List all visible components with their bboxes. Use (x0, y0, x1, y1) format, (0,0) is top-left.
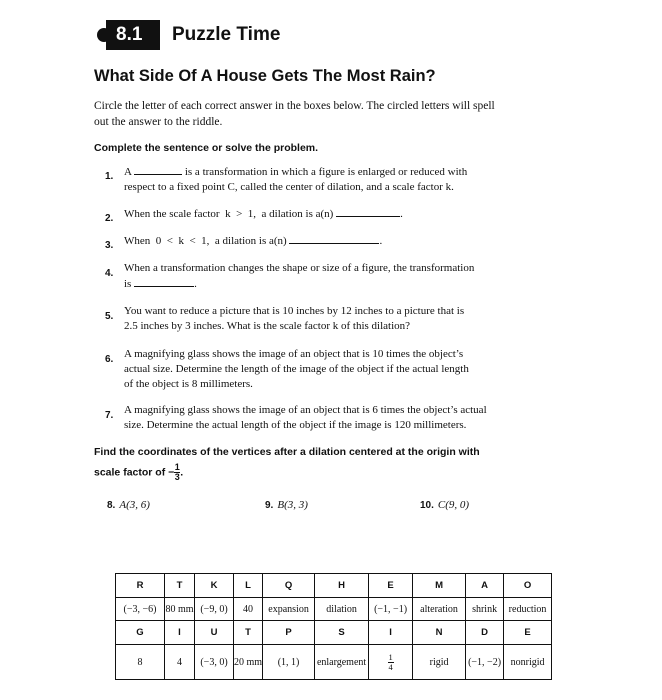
answer-letter[interactable]: D (466, 621, 504, 645)
q5-line-2: 2.5 inches by 3 inches. What is the scale factor k of this dilation? (124, 320, 411, 332)
q2-text: When the scale factor k > 1, a dilation is a(n) (124, 208, 334, 220)
answer-value[interactable]: 8 (116, 645, 165, 680)
question-number: 5. (105, 311, 114, 322)
question-3-text (124, 233, 544, 249)
question-number: 9. (265, 500, 274, 511)
q4-end: . (194, 278, 197, 290)
answer-value[interactable]: 40 (234, 598, 263, 621)
answer-letter[interactable]: O (504, 574, 552, 598)
answer-value[interactable]: (1, 1) (263, 645, 315, 680)
q4-line-1: When a transformation changes the shape or size of a figure, the transformation (124, 262, 475, 274)
q1-text-b: is a transformation in which a figure is enlarged or reduced with (184, 166, 468, 178)
answer-value[interactable]: (−1, −1) (369, 598, 413, 621)
intro-line-1: Circle the letter of each correct answer in the boxes below. The circled letters will spell (94, 100, 495, 112)
question-number: 4. (105, 268, 114, 279)
answer-letter[interactable]: U (195, 621, 234, 645)
question-number: 10. (420, 500, 434, 511)
q1-line-2: respect to a fixed point C, called the center of dilation, and a scale factor k. (124, 181, 454, 193)
question-2 (105, 208, 113, 226)
answer-value[interactable]: dilation (315, 598, 369, 621)
question-5-text (124, 304, 544, 334)
intro-text (94, 98, 534, 130)
answer-table (115, 573, 552, 680)
answer-letter[interactable]: A (466, 574, 504, 598)
question-6-text (124, 347, 544, 392)
coord-point: A(3, 6) (119, 499, 150, 511)
fraction (388, 653, 394, 672)
q6-line-1: A magnifying glass shows the image of an object that is 10 times the object’s (124, 348, 464, 360)
question-number: 1. (105, 171, 114, 182)
intro-line-2: out the answer to the riddle. (94, 116, 223, 128)
section-2-line-2: scale factor of (94, 466, 166, 479)
scale-factor-sign: − (168, 466, 175, 479)
table-row (116, 574, 552, 598)
answer-letter[interactable]: R (116, 574, 165, 598)
answer-value-fraction[interactable] (369, 645, 413, 680)
answer-value[interactable]: expansion (263, 598, 315, 621)
coord-question-8 (107, 495, 150, 513)
answer-letter[interactable]: G (116, 621, 165, 645)
answer-letter[interactable]: T (165, 574, 195, 598)
answer-letter[interactable]: N (413, 621, 466, 645)
fraction-denominator: 3 (174, 472, 180, 482)
answer-value[interactable]: (−1, −2) (466, 645, 504, 680)
answer-value[interactable]: alteration (413, 598, 466, 621)
fraction-numerator: 1 (388, 651, 393, 662)
answer-letter[interactable]: K (195, 574, 234, 598)
section-2-line-1: Find the coordinates of the vertices after a dilation centered at the origin with (94, 446, 480, 458)
answer-letter[interactable]: P (263, 621, 315, 645)
question-1-text (124, 164, 544, 195)
q4-line-2: is (124, 278, 132, 290)
question-3 (105, 235, 113, 253)
answer-letter[interactable]: H (315, 574, 369, 598)
coord-point: C(9, 0) (437, 499, 470, 511)
answer-value[interactable]: shrink (466, 598, 504, 621)
question-number: 6. (105, 354, 114, 365)
q2-end: . (400, 208, 403, 220)
answer-value[interactable]: 20 mm (234, 645, 263, 680)
fraction-numerator: 1 (174, 462, 180, 472)
q7-line-2: size. Determine the actual length of the object if the image is 120 millimeters. (124, 419, 467, 431)
answer-value[interactable]: enlargement (315, 645, 369, 680)
question-number: 2. (105, 213, 114, 224)
table-row (116, 598, 552, 621)
answer-letter[interactable]: M (413, 574, 466, 598)
riddle-heading: What Side Of A House Gets The Most Rain? (94, 67, 436, 85)
question-7 (105, 405, 113, 423)
question-5 (105, 306, 113, 324)
answer-letter[interactable]: T (234, 621, 263, 645)
answer-value[interactable]: 80 mm (165, 598, 195, 621)
coord-point: B(3, 3) (277, 499, 308, 511)
answer-value[interactable]: 4 (165, 645, 195, 680)
answer-blank (134, 276, 194, 287)
answer-letter[interactable]: S (315, 621, 369, 645)
q6-line-2: actual size. Determine the length of the image of the object if the actual length (124, 363, 469, 375)
section-heading-1: Complete the sentence or solve the problem. (94, 142, 319, 154)
answer-value[interactable]: nonrigid (504, 645, 552, 680)
question-4-text (124, 261, 544, 292)
answer-value[interactable]: rigid (413, 645, 466, 680)
answer-letter[interactable]: E (504, 621, 552, 645)
table-row (116, 645, 552, 680)
question-6 (105, 349, 113, 367)
q1-text-a: A (124, 166, 132, 178)
question-7-text (124, 403, 544, 433)
answer-blank (134, 164, 182, 175)
answer-value[interactable]: reduction (504, 598, 552, 621)
section-heading-2 (94, 446, 534, 482)
answer-letter[interactable]: I (369, 621, 413, 645)
question-4 (105, 263, 113, 281)
answer-blank (289, 233, 379, 244)
question-1 (105, 166, 113, 184)
section-number: 8.1 (116, 24, 143, 45)
page-title: Puzzle Time (172, 24, 281, 45)
answer-value[interactable]: (−3, −6) (116, 598, 165, 621)
answer-blank (336, 206, 400, 217)
answer-letter[interactable]: E (369, 574, 413, 598)
q3-end: . (379, 235, 383, 247)
question-2-text (124, 206, 544, 222)
question-number: 3. (105, 240, 114, 251)
q5-line-1: You want to reduce a picture that is 10 inches by 12 inches to a picture that is (124, 305, 465, 317)
question-number: 7. (105, 410, 114, 421)
scale-factor-end: . (180, 466, 184, 479)
q6-line-3: of the object is 8 millimeters. (124, 378, 253, 390)
q7-line-1: A magnifying glass shows the image of an object that is 6 times the object’s actual (124, 404, 487, 416)
answer-letter[interactable]: L (234, 574, 263, 598)
section-badge (96, 20, 160, 50)
q3-text: When 0 < k < 1, a dilation is a(n) (124, 235, 287, 247)
answer-value[interactable]: (−3, 0) (195, 645, 234, 680)
coord-question-10 (420, 495, 469, 513)
coord-question-9 (265, 495, 308, 513)
answer-letter[interactable]: Q (263, 574, 315, 598)
answer-letter[interactable]: I (165, 621, 195, 645)
question-number: 8. (107, 500, 116, 511)
answer-value[interactable]: (−9, 0) (195, 598, 234, 621)
fraction-denominator: 4 (388, 661, 393, 672)
table-row (116, 621, 552, 645)
